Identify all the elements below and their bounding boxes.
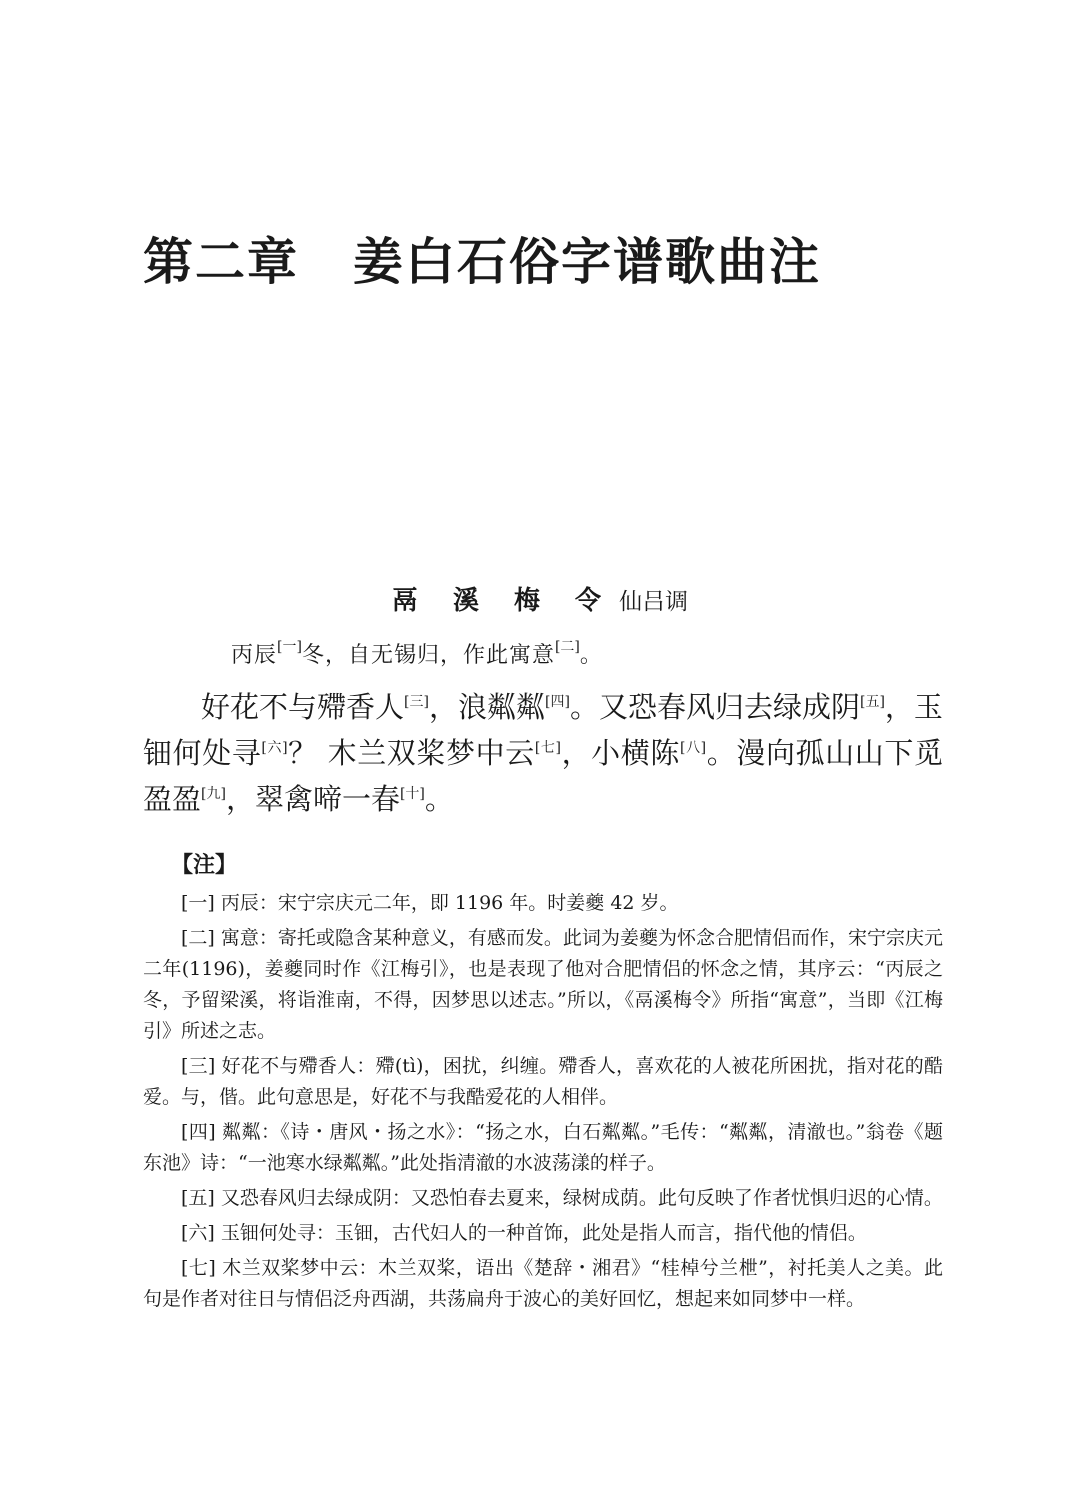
poem-segment: 。又恐春风归去绿成阴 (569, 690, 860, 724)
poem-segment: ，翠禽啼一春 (225, 782, 400, 816)
footnote-marker: [七] (534, 740, 561, 756)
poem-preface (231, 638, 603, 669)
poem-mode: 仙吕调 (619, 589, 689, 615)
footnote-marker: [五] (859, 694, 885, 710)
poem-segment: 。漫向孤山山下觅盈盈 (143, 736, 943, 816)
note-item: [五] 又恐春风归去绿成阴：又恐怕春去夏来，绿树成荫。此句反映了作者忧惧归迟的心情。 (181, 1187, 943, 1209)
poem-segment: ，玉钿何处寻 (143, 690, 943, 770)
note-item: [四] 粼粼：《诗・唐风・扬之水》：“扬之水，白石粼粼。”毛传：“粼粼，清澈也。”翁卷《题东池》诗：“一池寒水绿粼粼。”此处指清澈的水波荡漾的样子。 (143, 1121, 943, 1174)
note-item: [六] 玉钿何处寻：玉钿，古代妇人的一种首饰，此处是指人而言，指代他的情侣。 (181, 1222, 867, 1244)
footnote-marker: [六] (261, 740, 288, 756)
poem-segment: 。 (424, 782, 454, 816)
note-item: [七] 木兰双桨梦中云：木兰双桨，语出《楚辞・湘君》“桂棹兮兰枻”，衬托美人之美。此句是作者对往日与情侣泛舟西湖，共荡扁舟于波心的美好回忆，想起来如同梦中一样。 (143, 1257, 943, 1310)
footnote-marker: [四] (545, 694, 570, 710)
footnote-marker: [二] (554, 639, 580, 655)
poem-body (143, 684, 943, 822)
footnote-marker: [九] (201, 786, 226, 802)
footnote-marker: [一] (277, 639, 302, 655)
note-item: [三] 好花不与殢香人：殢(tì)，困扰，纠缠。殢香人，喜欢花的人被花所困扰，指对花的酷爱。与，偕。此句意思是，好花不与我酷爱花的人相伴。 (143, 1055, 943, 1108)
chapter-title (143, 222, 821, 294)
poem-title: 鬲 溪 梅 令 (391, 586, 615, 616)
poem-segment: ，浪粼粼 (428, 690, 545, 724)
notes-list (143, 888, 943, 1319)
poem-heading (0, 580, 1080, 617)
poem-segment: 好花不与殢香人 (201, 690, 405, 724)
notes-heading: 【注】 (171, 853, 238, 878)
preface-text: 冬，自无锡归，作此寓意 (301, 643, 555, 668)
note-item: [一] 丙辰：宋宁宗庆元二年，即 1196 年。时姜夔 42 岁。 (181, 892, 679, 914)
poem-segment: ，小横陈 (560, 736, 680, 770)
chapter-name: 姜白石俗字谱歌曲注 (353, 233, 821, 291)
preface-text: 丙辰 (231, 643, 278, 668)
preface-text: 。 (579, 643, 603, 668)
footnote-marker: [八] (680, 740, 707, 756)
footnote-marker: [三] (404, 694, 429, 710)
poem-segment: ？ 木兰双桨梦中云 (287, 736, 535, 770)
note-item: [二] 寓意：寄托或隐含某种意义，有感而发。此词为姜夔为怀念合肥情侣而作，宋宁宗庆元二年(1196)，姜夔同时作《江梅引》，也是表现了他对合肥情侣的怀念之情，其序云：“丙辰之冬，予留梁溪，将诣淮南，不得，因梦思以述志。”所以，《鬲溪梅令》所指“寓意”，当即《江梅引》所述之志。 (143, 927, 943, 1042)
footnote-marker: [十] (399, 786, 425, 802)
chapter-number: 第二章 (143, 233, 299, 291)
